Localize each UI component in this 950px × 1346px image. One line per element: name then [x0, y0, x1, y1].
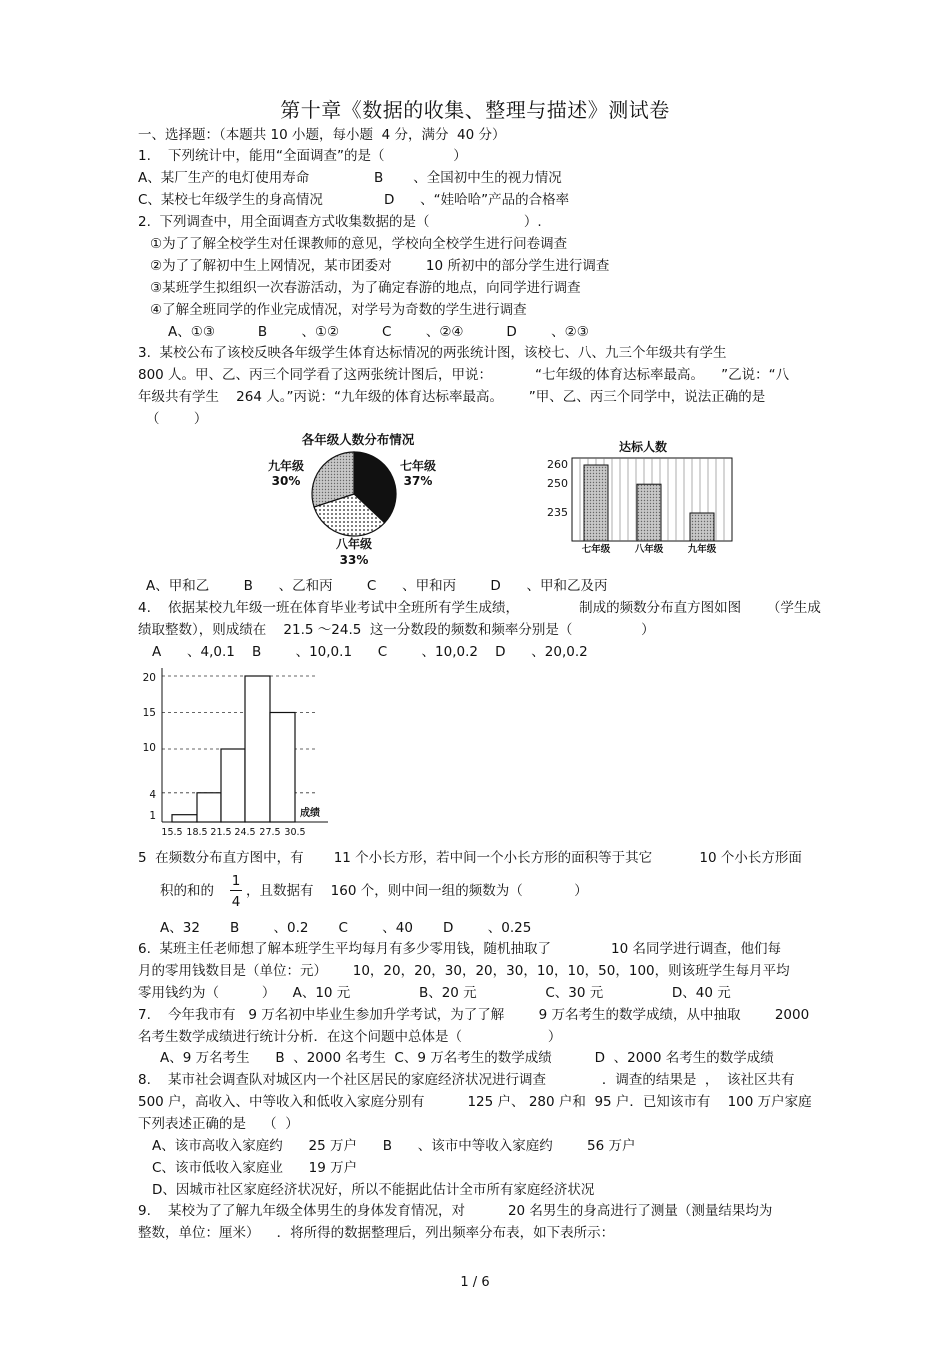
q8-line-2: 500 户，高收入、中等收入和低收入家庭分别有 125 户、 280 户和 95 户．已知该市有 100 万户家庭 — [138, 1094, 812, 1110]
q2-statement-4: ④了解全班同学的作业完成情况，对学号为奇数的学生进行调查 — [150, 302, 527, 318]
pie-pct-grade9: 30% — [271, 474, 301, 488]
q7-line-1: 7. 今年我市有 9 万名初中毕业生参加升学考试，为了了解 9 万名考生的数学成绩，从中抽取 2000 — [138, 1007, 810, 1023]
hist-bar-24.5-27.5 — [245, 676, 270, 822]
pie-chart — [258, 428, 458, 573]
hist-bar-15.5-18.5 — [172, 815, 197, 822]
q4-line-2: 绩取整数），则成绩在 21.5 ～24.5 这一分数段的频数和频率分别是（ ） — [138, 622, 655, 638]
pie-slices — [312, 452, 396, 536]
hist-xtick-18.5: 18.5 — [186, 827, 208, 838]
hist-xtick-27.5: 27.5 — [259, 827, 281, 838]
q6-line-2: 月的零用钱数目是（单位：元） 10，20，20，30，20，30，10，10，50，100，则该班学生每月平均 — [138, 963, 790, 979]
q5-line-1: 5 在频数分布直方图中，有 11 个小长方形，若中间一个小长方形的面积等于其它 10 个小长方形面 — [138, 850, 802, 866]
bar-tick-235: 235 — [547, 506, 568, 519]
page-number: 1 / 6 — [460, 1275, 490, 1290]
pie-pct-grade8: 33% — [339, 553, 369, 567]
q7-options: A、9 万名考生 B 、2000 名考生 C、9 万名考生的数学成绩 D 、2000 名考生的数学成绩 — [160, 1050, 774, 1066]
q1-option-a: A、某厂生产的电灯使用寿命 — [138, 170, 310, 186]
q6-line-3: 零用钱约为（ ） A、10 元 B、20 元 C、30 元 D、40 元 — [138, 985, 731, 1001]
hist-xtick-15.5: 15.5 — [161, 827, 183, 838]
hist-bar-27.5-30.5 — [270, 713, 295, 823]
q3-line-1: 3. 某校公布了该校反映各年级学生体育达标情况的两张统计图，该校七、八、九三个年级共有学生 — [138, 345, 727, 361]
section-heading: 一、选择题：（本题共 10 小题，每小题 4 分，满分 40 分） — [138, 127, 506, 143]
page-title: 第十章《数据的收集、整理与描述》测试卷 — [280, 98, 670, 122]
hist-ytick-1: 1 — [149, 810, 156, 822]
q2-statement-3: ③某班学生拟组织一次春游活动，为了确定春游的地点，向同学进行调查 — [150, 280, 581, 296]
q2-statement-2: ②为了了解初中生上网情况，某市团委对 10 所初中的部分学生进行调查 — [150, 258, 610, 274]
q5-line-2b: ，且数据有 160 个，则中间一组的频数为（ ） — [246, 883, 588, 899]
bar-cat-grade9: 九年级 — [687, 544, 717, 555]
bar-cat-grade7: 七年级 — [581, 544, 611, 555]
q8-option-ab: A、该市高收入家庭约 25 万户 B 、该市中等收入家庭约 56 万户 — [152, 1138, 636, 1154]
q9-line-1: 9. 某校为了了解九年级全体男生的身体发育情况，对 20 名男生的身高进行了测量（测量结果均为 — [138, 1203, 773, 1219]
hist-ytick-20: 20 — [142, 672, 156, 684]
bar-chart — [538, 436, 738, 558]
pie-pct-grade7: 37% — [403, 474, 433, 488]
bar-tick-250: 250 — [547, 477, 568, 490]
q5-line-2a: 积的和的 — [160, 883, 214, 899]
hist-ytick-4: 4 — [149, 789, 156, 801]
q1-option-c: C、某校七年级学生的身高情况 — [138, 192, 323, 208]
hist-ytick-10: 10 — [142, 742, 156, 754]
q1-stem: 1. 下列统计中，能用“全面调查”的是（ ） — [138, 148, 467, 164]
bar-grade9 — [690, 513, 714, 541]
q4-line-1: 4. 依据某校九年级一班在体育毕业考试中全班所有学生成绩， 制成的频数分布直方图如图 （学生成 — [138, 600, 821, 616]
q5-fraction — [229, 873, 243, 913]
pie-label-grade8: 八年级 — [335, 537, 373, 551]
hist-bar-21.5-24.5 — [221, 749, 245, 822]
q2-stem: 2. 下列调查中，用全面调查方式收集数据的是（ ）. — [138, 214, 542, 230]
pie-title: 各年级人数分布情况 — [301, 432, 415, 447]
q8-option-d: D、因城市社区家庭经济状况好，所以不能据此估计全市所有家庭经济状况 — [152, 1182, 595, 1198]
q2-statement-1: ①为了了解全校学生对任课教师的意见，学校向全校学生进行问卷调查 — [150, 236, 568, 252]
q5-options: A、32 B 、0.2 C 、40 D 、0.25 — [160, 920, 532, 936]
q8-option-c: C、该市低收入家庭业 19 万户 — [152, 1160, 358, 1176]
q4-options: A 、4,0.1 B 、10,0.1 C 、10,0.2 D 、20,0.2 — [152, 644, 588, 660]
q8-line-3: 下列表述正确的是 （ ） — [138, 1116, 299, 1132]
q3-options: A、甲和乙 B 、乙和丙 C 、甲和丙 D 、甲和乙及丙 — [146, 578, 608, 594]
bar-grade8 — [637, 484, 661, 541]
bar-tick-260: 260 — [547, 458, 568, 471]
hist-xtick-30.5: 30.5 — [284, 827, 306, 838]
q1-option-b: B 、全国初中生的视力情况 — [374, 170, 562, 186]
hist-xlabel: 成绩 — [300, 808, 320, 819]
q5-fraction-numerator: 1 — [231, 873, 241, 889]
hist-xtick-21.5: 21.5 — [210, 827, 232, 838]
q6-line-1: 6. 某班主任老师想了解本班学生平均每月有多少零用钱，随机抽取了 10 名同学进行调查，他们每 — [138, 941, 782, 957]
q8-line-1: 8. 某市社会调查队对城区内一个社区居民的家庭经济状况进行调查 ．调查的结果是 ， 该社区共有 — [138, 1072, 795, 1088]
bar-cat-grade8: 八年级 — [634, 544, 664, 555]
hist-ytick-15: 15 — [142, 707, 156, 719]
q9-line-2: 整数，单位：厘米） ．将所得的数据整理后，列出频率分布表，如下表所示： — [138, 1225, 615, 1241]
hist-xtick-24.5: 24.5 — [234, 827, 256, 838]
q1-option-d: D 、“娃哈哈”产品的合格率 — [384, 192, 570, 208]
q2-options: A、①③ B 、①② C 、②④ D 、②③ — [168, 324, 589, 340]
q3-line-3: 年级共有学生 264 人。”丙说：“九年级的体育达标率最高。 ”甲、乙、丙三个同学中，说法正确的是 — [138, 389, 766, 405]
hist-bar-18.5-21.5 — [197, 793, 221, 822]
bar-grade7 — [584, 465, 608, 541]
q5-fraction-denominator: 4 — [231, 894, 241, 910]
q5-fraction-bar — [230, 890, 242, 891]
bar-title: 达标人数 — [618, 440, 668, 454]
q3-line-2: 800 人。甲、乙、丙三个同学看了这两张统计图后，甲说： “七年级的体育达标率最高。 ”乙说：“八 — [138, 367, 790, 383]
histogram — [138, 662, 338, 840]
pie-label-grade9: 九年级 — [267, 459, 305, 473]
q7-line-2: 名考生数学成绩进行统计分析．在这个问题中总体是（ ） — [138, 1029, 562, 1045]
histogram-bars — [172, 676, 295, 822]
q3-line-4: （ ） — [146, 411, 208, 427]
pie-label-grade7: 七年级 — [399, 459, 437, 473]
